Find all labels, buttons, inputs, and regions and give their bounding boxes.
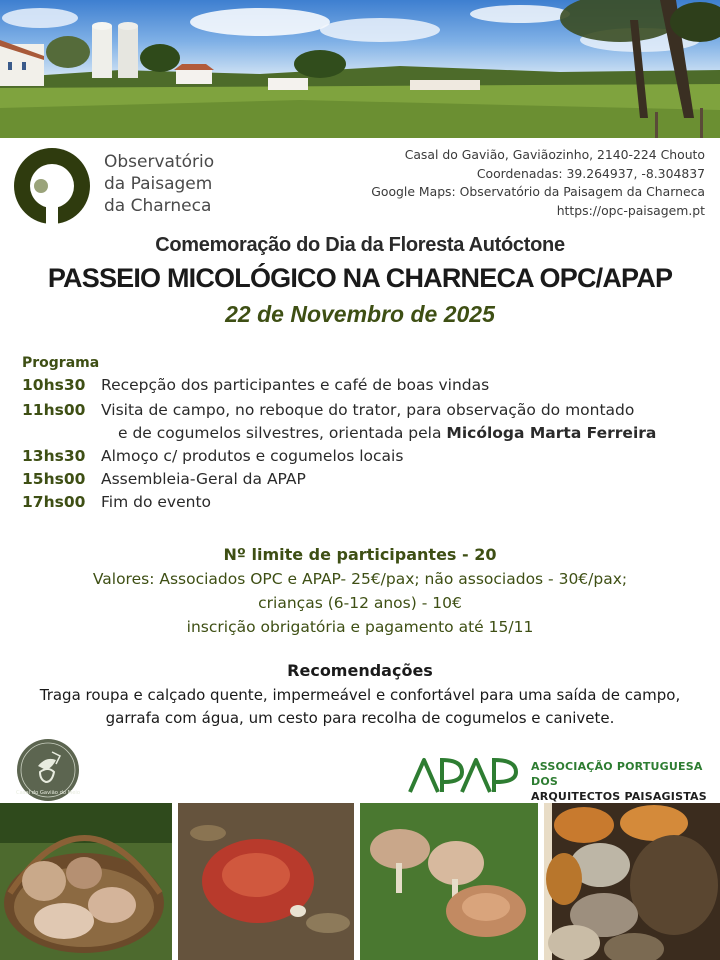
contact-info — [371, 146, 705, 220]
program-time: 17hs00 — [22, 493, 86, 511]
recomendacoes-text: Traga roupa e calçado quente, impermeável e confortável para uma saída de campo, — [39, 686, 681, 704]
brand-line: Observatório — [104, 152, 215, 172]
photo-parasol-mushrooms — [360, 803, 538, 960]
photo-mushroom-crate — [544, 803, 720, 960]
recomendacoes-text: garrafa com água, um cesto para recolha de cogumelos e canivete. — [105, 709, 615, 727]
program-text: Recepção dos participantes e café de boas vindas — [101, 376, 490, 394]
event-title: PASSEIO MICOLÓGICO NA CHARNECA OPC/APAP — [47, 263, 673, 293]
brand-line: da Paisagem — [104, 174, 213, 194]
google-maps-text[interactable]: Google Maps: Observatório da Paisagem da Charneca — [371, 184, 705, 199]
program-time: 10hs30 — [22, 376, 86, 394]
program-item — [22, 401, 634, 419]
participant-limit: Nº limite de participantes - 20 — [223, 545, 497, 564]
hero-landscape-photo — [0, 0, 720, 138]
program-text: Almoço c/ produtos e cogumelos locais — [101, 447, 404, 465]
photo-basket-mushrooms — [0, 803, 172, 960]
program-item — [22, 470, 306, 488]
program-item-continuation — [118, 424, 656, 442]
program-item — [22, 493, 211, 511]
event-date: 22 de Novembro de 2025 — [225, 301, 495, 327]
program-time: 15hs00 — [22, 470, 86, 488]
apap-logo — [408, 752, 520, 800]
apap-name — [531, 759, 720, 804]
address-text: Casal do Gavião, Gaviãozinho, 2140-224 Chouto — [404, 147, 705, 162]
programa-heading: Programa — [22, 355, 100, 371]
photo-red-mushroom — [178, 803, 354, 960]
opc-logo — [12, 148, 92, 226]
casal-gaviao-logo — [16, 738, 80, 802]
website-link[interactable]: https://opc-paisagem.pt — [556, 202, 705, 218]
price-text: crianças (6-12 anos) - 10€ — [258, 594, 462, 612]
program-time: 13hs30 — [22, 447, 86, 465]
registration-text: inscrição obrigatória e pagamento até 15/11 — [186, 618, 534, 636]
program-time: 11hs00 — [22, 401, 86, 419]
recomendacoes-heading: Recomendações — [287, 661, 433, 680]
program-text: Visita de campo, no reboque do trator, para observação do montado — [101, 401, 635, 419]
apap-line: ARQUITECTOS PAISAGISTAS — [531, 790, 707, 803]
program-text: Assembleia-Geral da APAP — [101, 470, 306, 488]
gaviao-logo-text: Casal do Gavião do Meio — [16, 790, 80, 796]
program-text: Fim do evento — [101, 493, 211, 511]
price-text: Valores: Associados OPC e APAP- 25€/pax; não associados - 30€/pax; — [92, 570, 628, 588]
brand-line: da Charneca — [104, 196, 212, 216]
program-text: e de cogumelos silvestres, orientada pela — [118, 424, 447, 442]
event-subtitle: Comemoração do Dia da Floresta Autóctone — [155, 234, 565, 256]
apap-line: ASSOCIAÇÃO PORTUGUESA DOS — [531, 760, 703, 788]
guide-name: Micóloga Marta Ferreira — [446, 424, 657, 442]
opc-brand-name — [104, 151, 214, 217]
program-item — [22, 376, 489, 394]
coordinates-text: Coordenadas: 39.264937, -8.304837 — [476, 165, 705, 181]
program-item — [22, 447, 403, 465]
